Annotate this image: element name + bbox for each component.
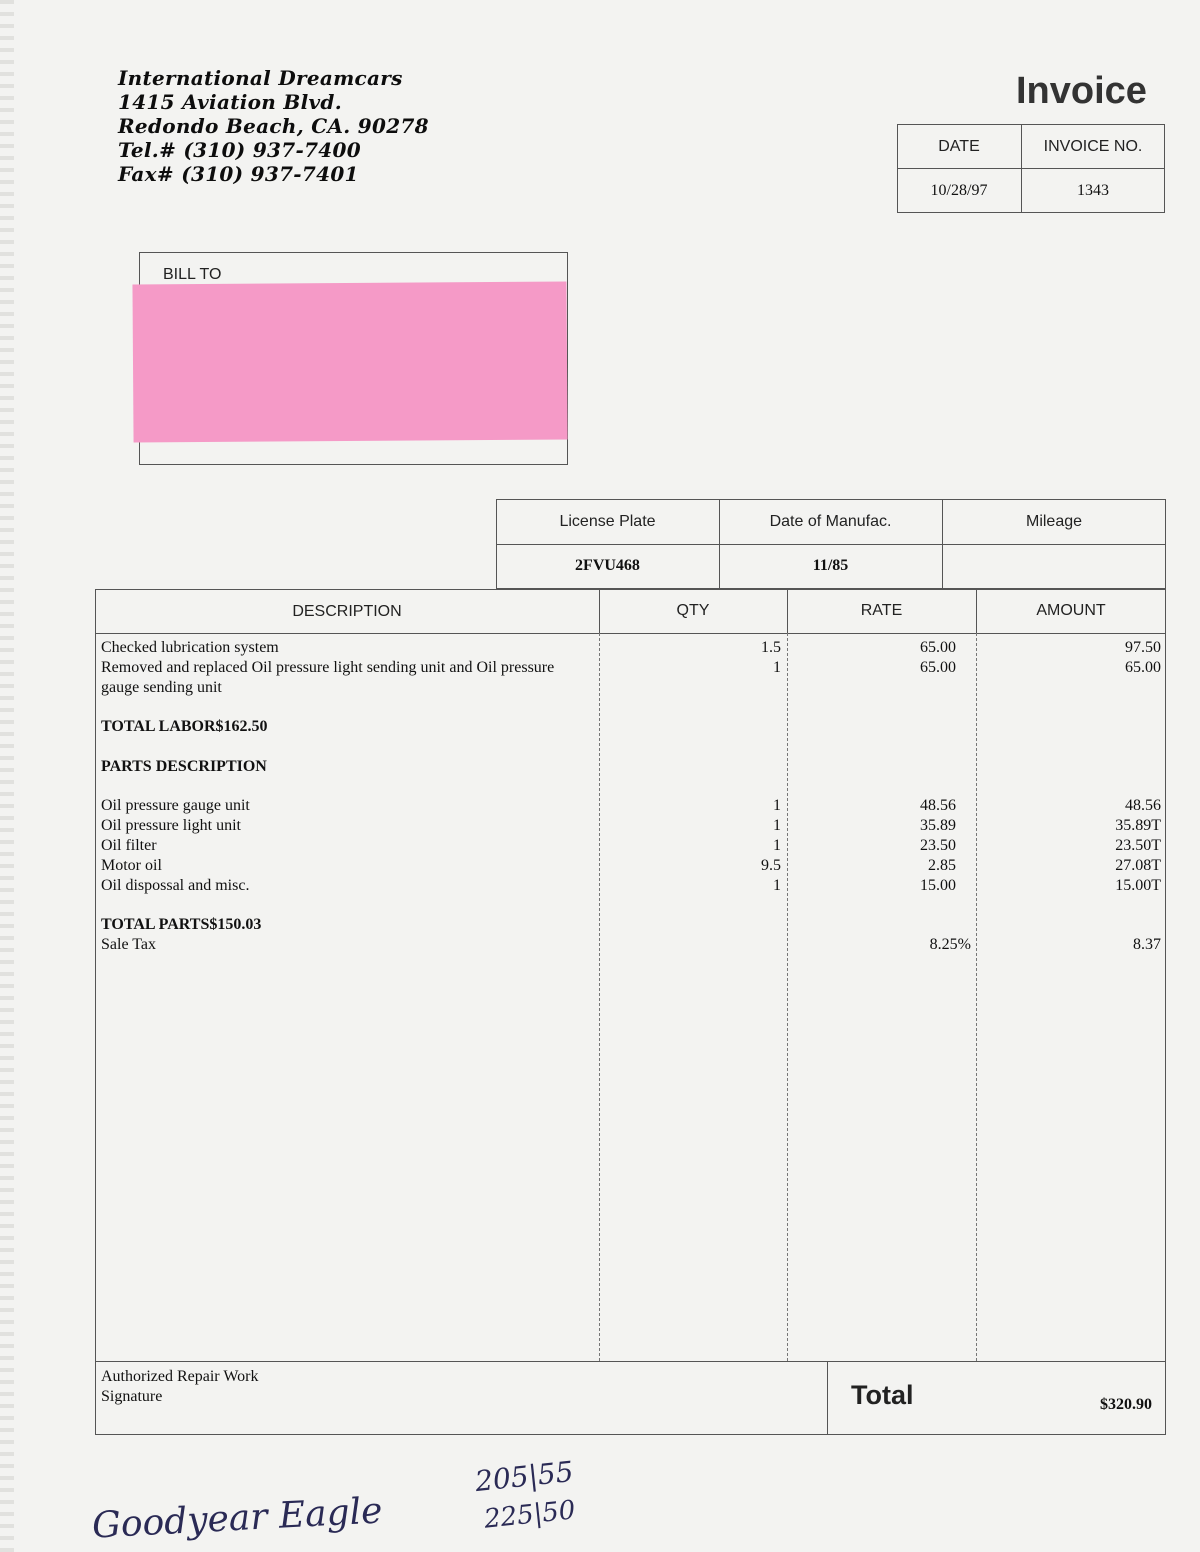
body-col-divider-1	[599, 633, 600, 1361]
invoice-number: 1343	[1077, 182, 1109, 199]
item-qty: 1.5	[761, 639, 781, 656]
item-description: Oil pressure gauge unit	[101, 797, 250, 815]
item-amount: 48.56	[1125, 797, 1161, 815]
company-name: International Dreamcars	[118, 66, 403, 90]
item-qty: 1	[773, 836, 781, 854]
parts-heading: PARTS DESCRIPTION	[101, 757, 267, 775]
manufac-label: Date of Manufac.	[769, 513, 892, 530]
body-col-divider-2	[787, 633, 788, 1361]
item-description: Checked lubrication system	[101, 639, 279, 656]
item-amount: 97.50	[1125, 639, 1161, 656]
company-address-line2: Redondo Beach, CA. 90278	[118, 114, 429, 138]
footer-divider	[95, 1361, 1166, 1362]
item-description: Removed and replaced Oil pressure light sending unit and Oil pressure gauge sending unit	[101, 658, 555, 696]
license-plate-label: License Plate	[559, 513, 656, 530]
company-address-line1: 1415 Aviation Blvd.	[118, 90, 342, 114]
handwritten-size-2: 225|50	[482, 1495, 577, 1535]
item-amount: 35.89T	[1115, 817, 1161, 835]
body-col-divider-3	[976, 633, 977, 1361]
redaction-block	[132, 281, 567, 442]
item-rate: 65.00	[920, 639, 956, 656]
item-rate: 35.89	[920, 817, 956, 835]
date-label: DATE	[938, 138, 980, 155]
item-rate: 65.00	[920, 658, 956, 676]
item-description: Oil filter	[101, 836, 157, 854]
vehicle-row-divider	[496, 544, 1166, 545]
invoice-title: Invoice	[1016, 70, 1147, 112]
description-header: DESCRIPTION	[292, 603, 402, 620]
items-header-divider	[95, 633, 1166, 634]
item-description: Oil pressure light unit	[101, 817, 241, 835]
mileage-label: Mileage	[1025, 513, 1083, 530]
manufac-value: 11/85	[812, 557, 849, 574]
handwritten-size-1: 205|55	[473, 1454, 575, 1499]
authorized-line2: Signature	[101, 1388, 163, 1405]
item-rate: 23.50	[920, 836, 956, 854]
bill-to-label: BILL TO	[163, 266, 222, 283]
item-qty: 1	[773, 817, 781, 835]
total-value: $320.90	[1100, 1396, 1152, 1413]
qty-header: QTY	[676, 602, 710, 619]
total-label: Total	[851, 1380, 914, 1410]
invoice-no-label: INVOICE NO.	[1043, 138, 1143, 155]
total-labor: TOTAL LABOR$162.50	[101, 718, 268, 736]
binding-holes	[0, 0, 14, 1552]
item-amount: 15.00T	[1115, 876, 1161, 894]
total-parts: TOTAL PARTS$150.03	[101, 916, 262, 934]
item-qty: 1	[773, 797, 781, 815]
sale-tax-label: Sale Tax	[101, 935, 157, 953]
item-amount: 23.50T	[1115, 836, 1161, 854]
invoice-date: 10/28/97	[930, 182, 988, 199]
items-table	[95, 589, 1166, 1435]
handwritten-tire-brand: Goodyear Eagle	[91, 1490, 384, 1547]
company-fax: Fax# (310) 937-7401	[118, 162, 359, 186]
item-amount: 65.00	[1125, 658, 1161, 676]
sale-tax-rate: 8.25%	[929, 935, 971, 953]
item-rate: 2.85	[928, 856, 956, 874]
item-rate: 15.00	[920, 876, 956, 894]
item-description: Oil dispossal and misc.	[101, 876, 250, 894]
license-plate-value: 2FVU468	[575, 557, 640, 574]
rate-header: RATE	[860, 602, 903, 619]
item-description: Motor oil	[101, 856, 162, 874]
item-rate: 48.56	[920, 797, 956, 815]
meta-row-divider	[897, 168, 1165, 169]
item-qty: 9.5	[761, 856, 781, 874]
item-qty: 1	[773, 876, 781, 894]
item-amount: 27.08T	[1115, 856, 1161, 874]
sale-tax-amount: 8.37	[1133, 935, 1161, 953]
authorized-line1: Authorized Repair Work	[101, 1368, 259, 1385]
company-header	[118, 66, 429, 186]
footer-col-divider	[827, 1361, 828, 1435]
company-tel: Tel.# (310) 937-7400	[118, 138, 361, 162]
item-qty: 1	[773, 658, 781, 676]
authorized-signature	[101, 1367, 258, 1407]
amount-header: AMOUNT	[1036, 602, 1106, 619]
